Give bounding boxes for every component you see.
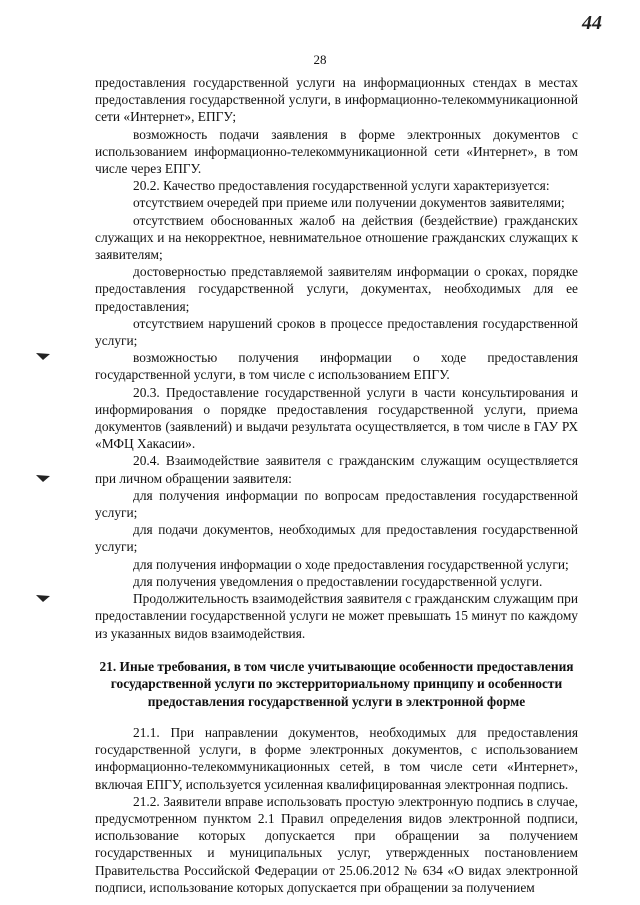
paragraph: 20.3. Предоставление государственной услуги в части консультирования и информирования о порядке предоставления государственной услуги, приема документов (заявлений) и выдачи результата осуществляется, в том числе в ГАУ РХ «МФЦ Хакасии». — [95, 384, 578, 452]
paragraph: предоставления государственной услуги на информационных стендах в местах предоставления государственной услуги, в информационно-телекоммуникационной сети «Интернет», ЕПГУ; — [95, 75, 578, 125]
paragraph: Продолжительность взаимодействия заявителя с гражданским служащим при предоставлении государственной услуги не может превышать 15 минут по каждому из указанных видов взаимодействия. — [95, 591, 578, 641]
paragraph: достоверностью представляемой заявителям информации о сроках, порядке предоставления государственной услуги, документах, необходимых для ее предоставления; — [95, 264, 578, 314]
paragraph: для получения информации по вопросам предоставления государственной услуги; — [95, 487, 578, 521]
margin-mark-3 — [36, 594, 50, 602]
paragraph: 20.2. Качество предоставления государственной услуги характеризуется: — [133, 178, 550, 194]
page-number: 28 — [313, 52, 327, 67]
paragraph: 21.2. Заявители вправе использовать простую электронную подпись в случае, предусмотренном пунктом 2.1 Правил определения видов электронной подписи, использование которых допускается при обращении за получением государственных и муниципальных услуг, утвержденных постановлением Правительства Российской Федерации от 25.06.2012 № 634 «О видах электронной подписи, использование которых допускается при обращении за получением — [95, 793, 578, 895]
paragraph: возможность подачи заявления в форме электронных документов с использованием информационно-телекоммуникационной сети «Интернет», в том числе через ЕПГУ. — [95, 126, 578, 177]
section-title: 21. Иные требования, в том числе учитывающие особенности предоставления государственной услуги по экстерриториальному принципу и особенности предоставления государственной услуги в электронной форме — [99, 658, 574, 709]
paragraph: 20.4. Взаимодействие заявителя с гражданским служащим осуществляется при личном обращении заявителя: — [95, 453, 578, 486]
paragraph: возможностью получения информации о ходе предоставления государственной услуги, в том числе с использованием ЕПГУ. — [95, 350, 578, 383]
paragraph: отсутствием очередей при приеме или получении документов заявителями; — [133, 195, 565, 211]
margin-mark-2 — [36, 474, 50, 482]
paragraph: отсутствием нарушений сроков в процессе предоставления государственной услуги; — [95, 315, 578, 349]
document-body — [95, 74, 578, 896]
paragraph: 21.1. При направлении документов, необходимых для предоставления государственной услуги, в форме электронных документов, с использованием информационно-телекоммуникационных сетей, в том числе сети «Интернет», включая ЕПГУ, используется усиленная квалифицированная электронная подпись. — [95, 724, 578, 792]
handwritten-page-mark: 44 — [582, 12, 602, 34]
paragraph: отсутствием обоснованных жалоб на действия (бездействие) гражданских служащих и на некорректное, невнимательное отношение гражданских служащих к заявителям; — [95, 212, 578, 263]
margin-mark-1 — [36, 352, 50, 360]
paragraph: для подачи документов, необходимых для предоставления государственной услуги; — [95, 522, 578, 555]
paragraph: для получения уведомления о предоставлении государственной услуги. — [133, 573, 543, 589]
paragraph: для получения информации о ходе предоставления государственной услуги; — [133, 556, 569, 572]
